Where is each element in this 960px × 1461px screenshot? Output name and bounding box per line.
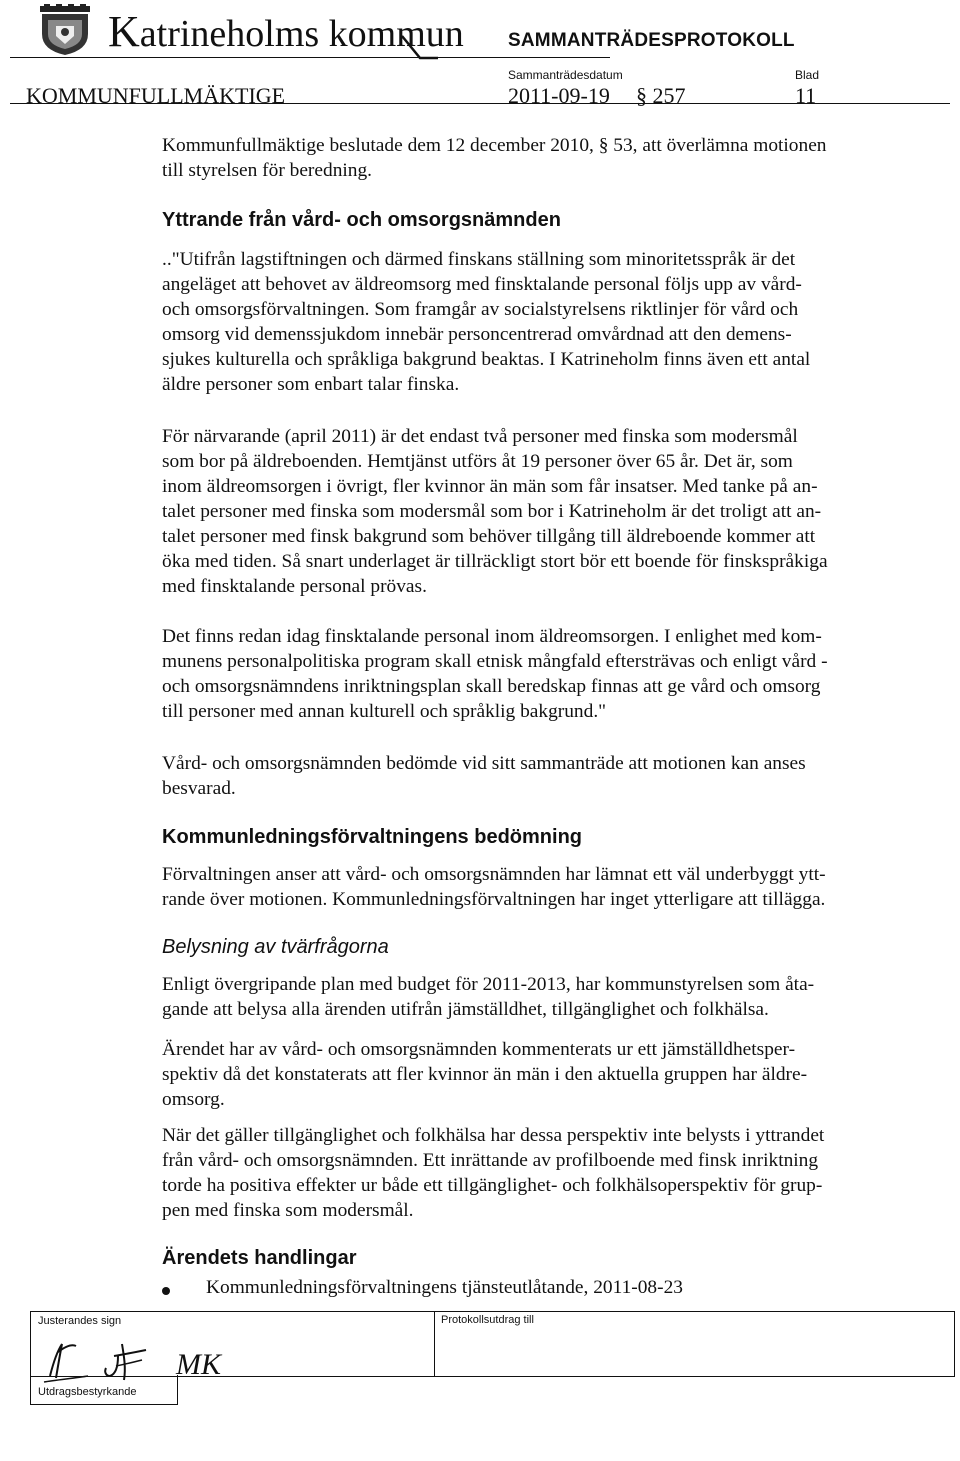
extract-recipients-label: Protokollsutdrag till [441, 1314, 534, 1326]
cross-issues-paragraph-2: Ärendet har av vård- och omsorgsnämnden kommenterats ur ett jämställdhetsper- spektiv då det konstaterats att fler kvinnor än män i den aktuella gruppen har äldre- omsorg. [162, 1039, 808, 1110]
quote-paragraph-3: Det finns redan idag finsktalande personal inom äldreomsorgen. I enlighet med kom- munens personalpolitiska program skall etnisk mångfald eftersträvas och enligt vård - och omsorgsnämndens inriktningsplan skall beredskap finnas att ge vård och omsorg till personer med annan kulturell och språklig bakgrund." [162, 626, 828, 722]
meeting-date: 2011-09-19 [508, 83, 610, 108]
intro-paragraph: Kommunfullmäktige beslutade dem 12 december 2010, § 53, att överlämna motionen till styrelsen för beredning. [162, 135, 827, 181]
cross-issues-paragraph-1: Enligt övergripande plan med budget för 2011-2013, har kommunstyrelsen som åta- gande att belysa alla ärenden utifrån jämställdhet, tillgänglighet och folkhälsa. [162, 974, 815, 1020]
quote-paragraph-2: För närvarande (april 2011) är det endast två personer med finska som modersmål som bor på äldreboenden. Hemtjänst utförs åt 19 personer över 65 år. Det är, som inom äldreomsorgen i övrigt, fler kvinnor än män som får insatser. Med tanke på an- talet personer med finska som modersmål som bor i Katrineholm är det troligt att an- talet personer med finsk bakgrund som behöver tillgång till äldreboende kommer att öka med tiden. Så snart underlaget är tillräckligt stort bör ett boende för finskspråkiga med finsktalande personal prövas. [162, 426, 828, 597]
signature-box-divider [434, 1311, 435, 1377]
municipal-crest-logo [38, 4, 92, 56]
heading-cross-issues: Belysning av tvärfrågorna [162, 936, 389, 958]
section-number: § 257 [636, 83, 686, 108]
handwritten-signatures [36, 1330, 256, 1390]
header-underline [10, 57, 610, 58]
heading-assessment: Kommunledningsförvaltningens bedömning [162, 826, 582, 848]
svg-text:MK: MK [176, 1348, 221, 1381]
board-name: KOMMUNFULLMÄKTIGE [26, 83, 286, 108]
sheet-number: 11 [795, 83, 817, 108]
heading-statement: Yttrande från vård- och omsorgsnämnden [162, 209, 561, 231]
assessment-paragraph: Förvaltningen anser att vård- och omsorgsnämnden har lämnat ett väl underbyggt ytt- rande över motionen. Kommunledningsförvaltningen har inget ytterligare att tillägga. [162, 864, 826, 910]
certification-label: Utdragsbestyrkande [38, 1386, 137, 1398]
date-label: Sammanträdesdatum [508, 68, 623, 82]
bullet-icon [162, 1287, 170, 1295]
document-type: SAMMANTRÄDESPROTOKOLL [508, 30, 795, 51]
quote-paragraph-1: .."Utifrån lagstiftningen och därmed finskans ställning som minoritetsspråk är det angeläget att behovet av äldreomsorg med finsktalande personal följs upp av vård- och omsorgsförvaltningen. Som framgår av socialstyrelsens riktlinjer för vård och omsorg vid demenssjukdom innebär personcentrerad omvårdnad att den demens- sjukes kulturella och språkliga bakgrund beaktas. I Katrineholm finns även ett antal äldre personer som enbart talar finska. [162, 249, 811, 395]
adjuster-signature-label: Justerandes sign [38, 1315, 122, 1327]
header-divider [10, 103, 950, 104]
heading-documents: Ärendets handlingar [162, 1247, 357, 1269]
decision-paragraph: Vård- och omsorgsnämnden bedömde vid sitt sammanträde att motionen kan anses besvarad. [162, 753, 806, 799]
organization-name: Katrineholms kommun [108, 7, 464, 56]
sheet-label: Blad [795, 68, 820, 82]
cross-issues-paragraph-3: När det gäller tillgänglighet och folkhälsa har dessa perspektiv inte belysts i yttrandet från vård- och omsorgsnämnden. Ett inrättande av profilboende med finsk inriktning torde ha positiva effekter ur både ett tillgänglighet- och folkhälsoperspektiv för grup- pen med finska som modersmål. [162, 1125, 825, 1221]
document-list-item: Kommunledningsförvaltningens tjänsteutlåtande, 2011-08-23 [206, 1277, 683, 1298]
